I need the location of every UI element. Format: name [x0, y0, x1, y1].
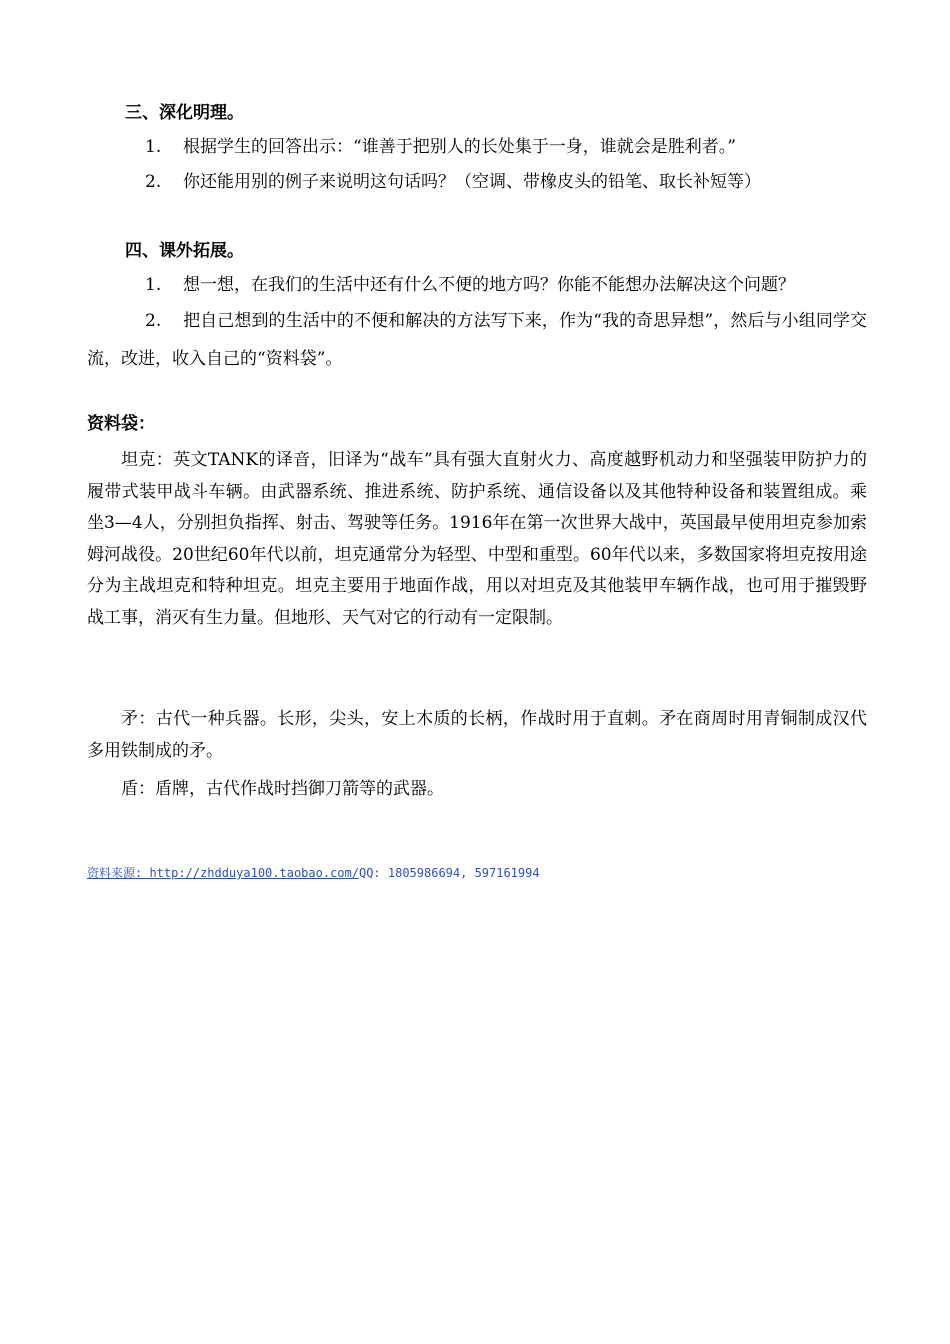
section3-item-2-text: 你还能用别的例子来说明这句话吗？（空调、带橡皮头的铅笔、取长补短等） [183, 172, 761, 192]
ziliaodai-mao-paragraph: 矛：古代一种兵器。长形，尖头，安上木质的长柄，作战时用于直刺。矛在商周时用青铜制成汉代多用铁制成的矛。 [87, 709, 867, 761]
section3-item-2-number: 2. [145, 172, 162, 192]
section3-item-1-number: 1. [145, 137, 162, 157]
source-link[interactable]: 资料来源: http://zhdduya100.taobao.com/ [87, 866, 359, 880]
section3-item-2 [145, 170, 761, 194]
section4-item-2-text: 把自己想到的生活中的不便和解决的方法写下来，作为“我的奇思异想”，然后与小组同学交流，改进，收入自己的“资料袋”。 [87, 311, 867, 369]
section4-item-1-text: 想一想，在我们的生活中还有什么不便的地方吗？你能不能想办法解决这个问题？ [183, 275, 795, 295]
section4-heading: 四、课外拓展。 [125, 241, 244, 261]
source-line [87, 864, 540, 882]
ziliaodai-tank-paragraph: 坦克：英文TANK的译音，旧译为“战车”具有强大直射火力、高度越野机动力和坚强装甲防护力的履带式装甲战斗车辆。由武器系统、推进系统、防护系统、通信设备以及其他特种设备和装置组成。乘坐3—4人，分别担负指挥、射击、驾驶等任务。1916年在第一次世界大战中，英国最早使用坦克参加索姆河战役。20世纪60年代以前，坦克通常分为轻型、中型和重型。60年代以来，多数国家将坦克按用途分为主战坦克和特种坦克。坦克主要用于地面作战，用以对坦克及其他装甲车辆作战，也可用于摧毁野战工事，消灭有生力量。但地形、天气对它的行动有一定限制。 [87, 450, 867, 628]
section4-item-2-number: 2. [145, 311, 162, 331]
section4-item-1-number: 1. [145, 275, 162, 295]
section3-heading: 三、深化明理。 [125, 103, 244, 123]
section3-item-1 [145, 135, 736, 159]
source-qq: QQ: 1805986694, 597161994 [358, 866, 540, 880]
section4-item-2 [87, 302, 867, 378]
ziliaodai-dun-paragraph: 盾：盾牌，古代作战时挡御刀箭等的武器。 [121, 779, 444, 799]
ziliaodai-heading: 资料袋： [87, 414, 155, 434]
section3-item-1-text: 根据学生的回答出示：“谁善于把别人的长处集于一身，谁就会是胜利者。” [183, 137, 736, 157]
section4-item-1 [145, 273, 795, 297]
